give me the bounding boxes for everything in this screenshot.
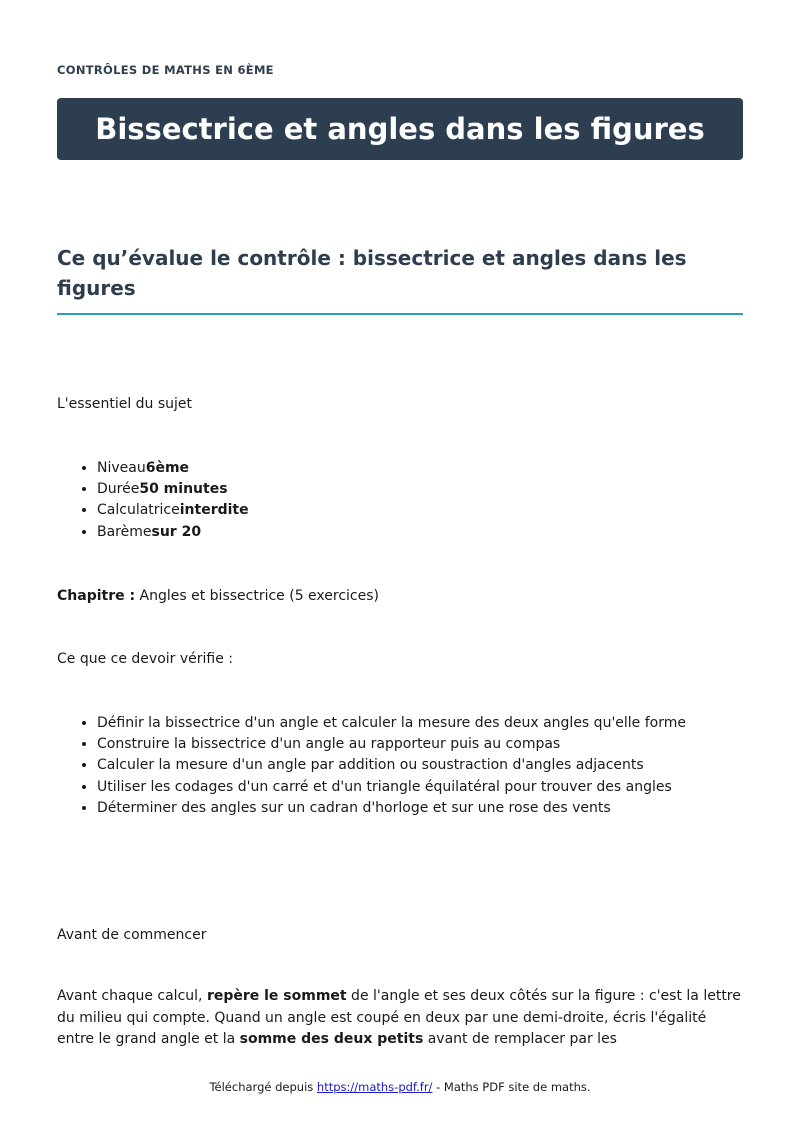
item-key: Niveau [97,460,146,476]
footer [0,1080,800,1094]
item-value: 50 minutes [139,481,228,498]
list-item [97,522,249,543]
chapitre-label: Chapitre : [57,588,136,604]
list-item: • Calculer la mesure d'un angle par addition ou soustraction d'angles adjacents [97,755,686,776]
list-item [97,500,249,521]
item-key: Durée [97,481,140,498]
page-title: Bissectrice et angles dans les figures [95,112,705,146]
item-key: Calculatrice [97,502,180,519]
bold-run: repère le sommet [206,988,347,1004]
list-item: • Déterminer des angles sur un cadran d'horloge et sur une rose des vents [97,798,686,819]
footer-prefix: Téléchargé depuis [209,1080,317,1094]
list-item: • Définir la bissectrice d'un angle et calculer la mesure des deux angles qu'elle forme [97,713,686,734]
avant-paragraph [57,986,743,1051]
list-item: • Utiliser les codages d'un carré et d'un triangle équilatéral pour trouver des angles [97,777,686,798]
chapitre-value: Angles et bissectrice (5 exercices) [139,588,379,604]
text-run: de l'angle et ses deux côtés sur la figure : c'est la lettre du milieu qui compte. Quand un angle est coupé en deux par une demi-droite, écris l'égalité entre le grand angle et la [57,988,741,1047]
avant-label: Avant de commencer [57,927,207,943]
item-value: sur 20 [151,523,202,540]
essentiel-list [57,458,249,543]
title-banner [57,98,743,160]
section-heading: Ce qu’évalue le contrôle : bissectrice et angles dans les figures [57,243,743,315]
essentiel-label: L'essentiel du sujet [57,396,193,412]
list-item [97,479,249,500]
item-value: 6ème [145,460,190,476]
item-value: interdite [179,502,249,519]
verifie-label: Ce que ce devoir vérifie : [57,651,234,667]
header-kicker: CONTRÔLES DE MATHS EN 6ÈME [57,63,274,77]
text-run: avant de remplacer par les [423,1031,617,1047]
list-item: • Construire la bissectrice d'un angle au rapporteur puis au compas [97,734,686,755]
text-run: Avant chaque calcul, [57,988,207,1004]
chapitre-line [57,586,379,607]
footer-suffix: - Maths PDF site de maths. [432,1080,591,1094]
item-key: Barème [97,523,152,540]
list-item [97,458,249,479]
bold-run: somme des deux petits [239,1031,424,1047]
footer-link[interactable]: https://maths-pdf.fr/ [316,1080,433,1094]
verifie-list [57,713,686,819]
